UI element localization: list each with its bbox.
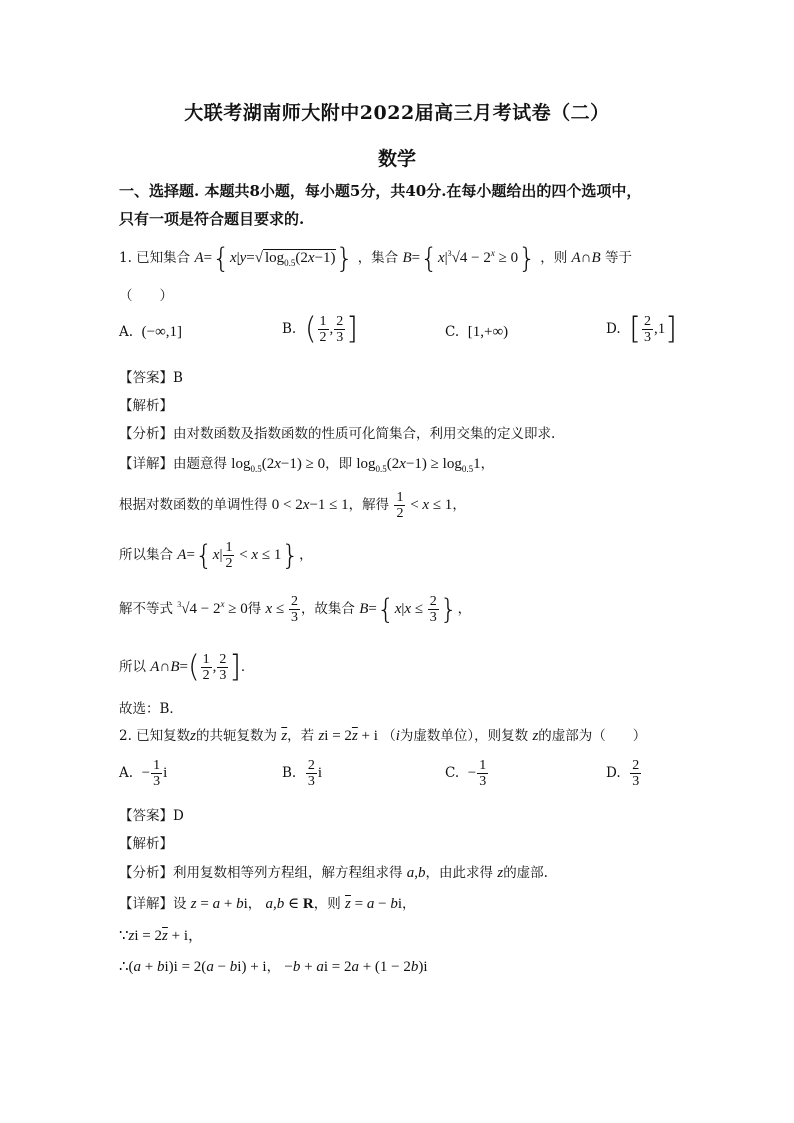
q1-option-a: A. (−∞,1] <box>119 324 183 340</box>
q2-option-c: C. − $\frac{1}{3}$ <box>445 758 487 789</box>
q1-detail-4: 解不等式 $^3√4 - 2^x \ge 0$得 x ≤ $\frac{2}{3}$ ，故集合 B={x|x ≤ $\frac{2}{3}$ }， <box>119 592 472 626</box>
q1-stem: 1. 已知集合 A={x|y=√ $\log_{0.5}(2x-1)$} ，集合 $B=\{x|^3√4 - 2^x \ge 0\}$ ，则 A∩B 等于 <box>119 241 632 275</box>
q1-conclusion: 故选：B． <box>119 701 183 717</box>
q2-detail-1: 【详解】设 z = a + bi， a,b ∈ R，则 $\overline{z} = a$ − bi， <box>119 896 416 912</box>
subject-heading: 数学 <box>377 148 416 170</box>
q1-fenxi: 【分析】由对数函数及指数函数的性质可化简集合，利用交集的定义即求. <box>119 426 556 442</box>
q1-detail-2: 根据对数函数的单调性得 0 < 2x−1 ≤ 1，解得 $\frac{1}{2}$ < x ≤ 1， <box>119 490 466 521</box>
q1-detail-3: 所以集合 A={x| $\frac{1}{2}$ < x ≤ 1}， <box>119 538 313 572</box>
q2-fenxi: 【分析】利用复数相等列方程组，解方程组求得 a,b，由此求得 z的虚部. <box>119 865 548 881</box>
q1-paren: （ ） <box>119 288 173 304</box>
q1-option-c: C. [1,+∞) <box>445 324 509 340</box>
q2-detail-3: ∴(a + bi)i = 2(a − bi) + i， −b + ai = 2a + (1 − 2b)i <box>119 959 428 975</box>
q2-detail-2: ∵zi = $2\overline{z} + i$， <box>119 928 204 944</box>
q1-answer: 【答案】B <box>119 370 183 386</box>
section-heading-line-1: 一、选择题. 本题共8小题，每小题5分，共40分.在每小题给出的四个选项中， <box>119 182 642 200</box>
q1-detail-5: 所以 A∩B=( $\frac{1}{2}$ , $\frac{2}{3}$ ]. <box>119 649 245 685</box>
q2-option-a: A. − $\frac{1}{3}$ i <box>119 758 168 789</box>
q1-option-b: B. ( $\frac{1}{2}$ , $\frac{2}{3}$ ] <box>282 311 358 347</box>
q1-detail-1: 【详解】由题意得 $\log_{0.5}(2x-1) \ge 0$，即 $\log_{0.5}(2x-1) \ge \log_{0.5}1$， <box>119 456 495 474</box>
q1-analysis-tag: 【解析】 <box>119 398 173 414</box>
q2-option-b: B. $\frac{2}{3}$ i <box>282 758 322 789</box>
q2-option-d: D. $\frac{2}{3}$ <box>606 758 640 789</box>
q2-stem: 2. 已知复数z的共轭复数为 $\overline{z}$，若 zi = $2\overline{z} + i$ （i为虚数单位），则复数 z的虚部为（ ） <box>119 728 647 744</box>
section-heading-line-2: 只有一项是符合题目要求的. <box>119 210 305 228</box>
q1-option-d: D. [ $\frac{2}{3}$ ,1] <box>606 311 677 347</box>
page-title: 大联考湖南师大附中2022届高三月考试卷（二） <box>184 102 610 124</box>
q2-answer: 【答案】D <box>119 808 184 824</box>
q2-analysis-tag: 【解析】 <box>119 836 173 852</box>
